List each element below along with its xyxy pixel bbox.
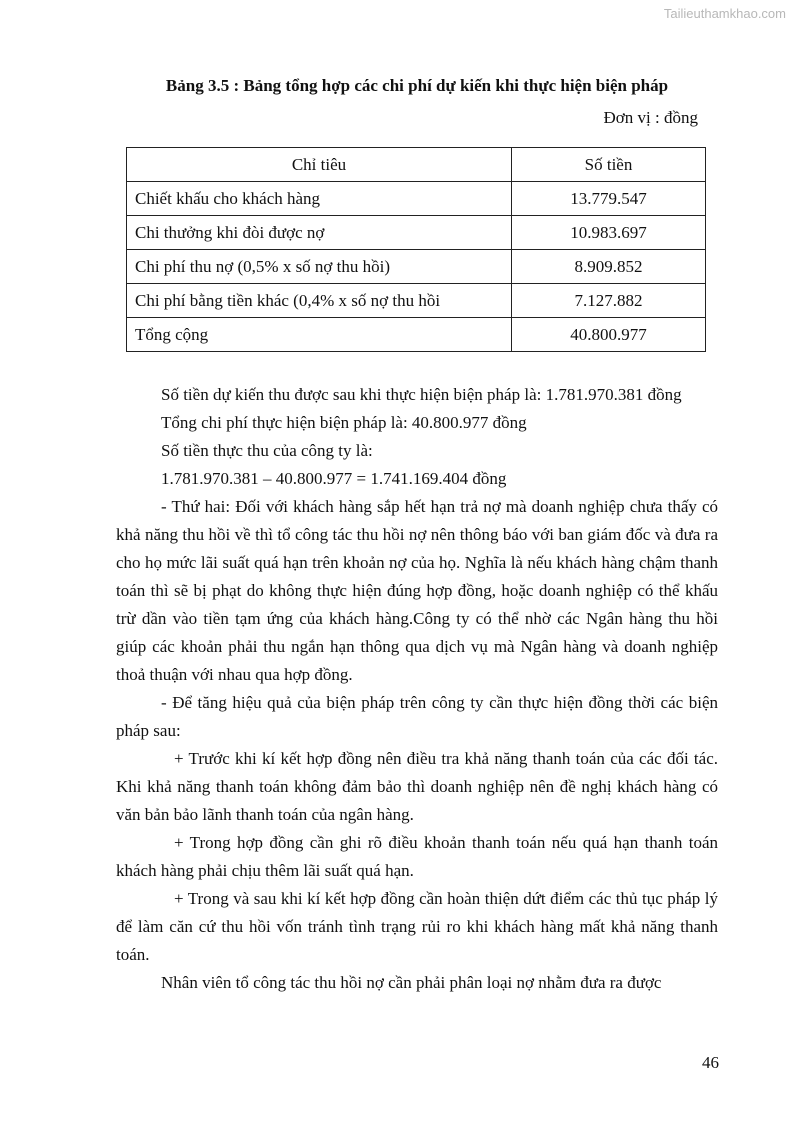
- table-row: [127, 182, 706, 216]
- table-row: [127, 284, 706, 318]
- paragraph-bullet-legal: + Trong và sau khi kí kết hợp đồng cần hoàn thiện dứt điểm các thủ tục pháp lý để làm căn cứ thu hồi vốn tránh tình trạng rủi ro khi khách hàng mất khả năng thanh toán.: [116, 889, 718, 964]
- row-label: Tổng cộng: [127, 318, 512, 352]
- row-value: 13.779.547: [512, 182, 706, 216]
- row-value: 40.800.977: [512, 318, 706, 352]
- row-label: Chi phí thu nợ (0,5% x số nợ thu hồi): [127, 250, 512, 284]
- paragraph-second-measure: - Thứ hai: Đối với khách hàng sắp hết hạn trả nợ mà doanh nghiệp chưa thấy có khả năng thu hồi về thì tổ công tác thu hồi nợ nên thông báo với ban giám đốc và đưa ra cho họ mức lãi suất quá hạn trên khoản nợ của họ. Nghĩa là nếu khách hàng chậm thanh toán thì sẽ bị phạt do không thực hiện đúng hợp đồng, hoặc doanh nghiệp có thể khấu trừ dần vào tiền tạm ứng của khách hàng.Công ty có thể nhờ các Ngân hàng thu hồi giúp các khoản phải thu ngắn hạn thông qua dịch vụ mà Ngân hàng và doanh nghiệp thoả thuận với nhau qua hợp đồng.: [116, 497, 718, 684]
- row-value: 7.127.882: [512, 284, 706, 318]
- paragraph-actual-revenue-label: Số tiền thực thu của công ty là:: [161, 441, 373, 460]
- table-row: [127, 216, 706, 250]
- row-value: 10.983.697: [512, 216, 706, 250]
- header-cell-indicator: Chỉ tiêu: [127, 148, 512, 182]
- paragraph-expected-revenue: Số tiền dự kiến thu được sau khi thực hiện biện pháp là: 1.781.970.381 đồng: [161, 385, 682, 404]
- row-label: Chi thưởng khi đòi được nợ: [127, 216, 512, 250]
- table-header-row: [127, 148, 706, 182]
- paragraph-bullet-investigate: + Trước khi kí kết hợp đồng nên điều tra khả năng thanh toán của các đối tác. Khi khả năng thanh toán không đảm bảo thì doanh nghiệp nên đề nghị khách hàng có văn bản bảo lãnh thanh toán của ngân hàng.: [116, 749, 718, 824]
- table-total-row: [127, 318, 706, 352]
- unit-label: Đơn vị : đồng: [603, 108, 698, 127]
- paragraph-total-cost: Tổng chi phí thực hiện biện pháp là: 40.800.977 đồng: [161, 413, 527, 432]
- body-text: [116, 381, 718, 997]
- paragraph-efficiency-intro: - Để tăng hiệu quả của biện pháp trên công ty cần thực hiện đồng thời các biện pháp sau:: [116, 693, 718, 740]
- paragraph-bullet-contract-terms: + Trong hợp đồng cần ghi rõ điều khoản thanh toán nếu quá hạn thanh toán khách hàng phải chịu thêm lãi suất quá hạn.: [116, 833, 718, 880]
- cost-summary-table: [126, 147, 706, 352]
- watermark: Tailieuthamkhao.com: [663, 6, 786, 21]
- table-row: [127, 250, 706, 284]
- header-cell-amount: Số tiền: [512, 148, 706, 182]
- row-label: Chi phí bằng tiền khác (0,4% x số nợ thu hồi: [127, 284, 512, 318]
- paragraph-staff-classify: Nhân viên tổ công tác thu hồi nợ cần phải phân loại nợ nhằm đưa ra được: [161, 973, 662, 992]
- page-number: 46: [702, 1053, 719, 1072]
- row-value: 8.909.852: [512, 250, 706, 284]
- row-label: Chiết khấu cho khách hàng: [127, 182, 512, 216]
- paragraph-calculation: 1.781.970.381 – 40.800.977 = 1.741.169.404 đồng: [161, 469, 507, 488]
- table-title: Bảng 3.5 : Bảng tổng hợp các chi phí dự kiến khi thực hiện biện pháp: [165, 76, 669, 95]
